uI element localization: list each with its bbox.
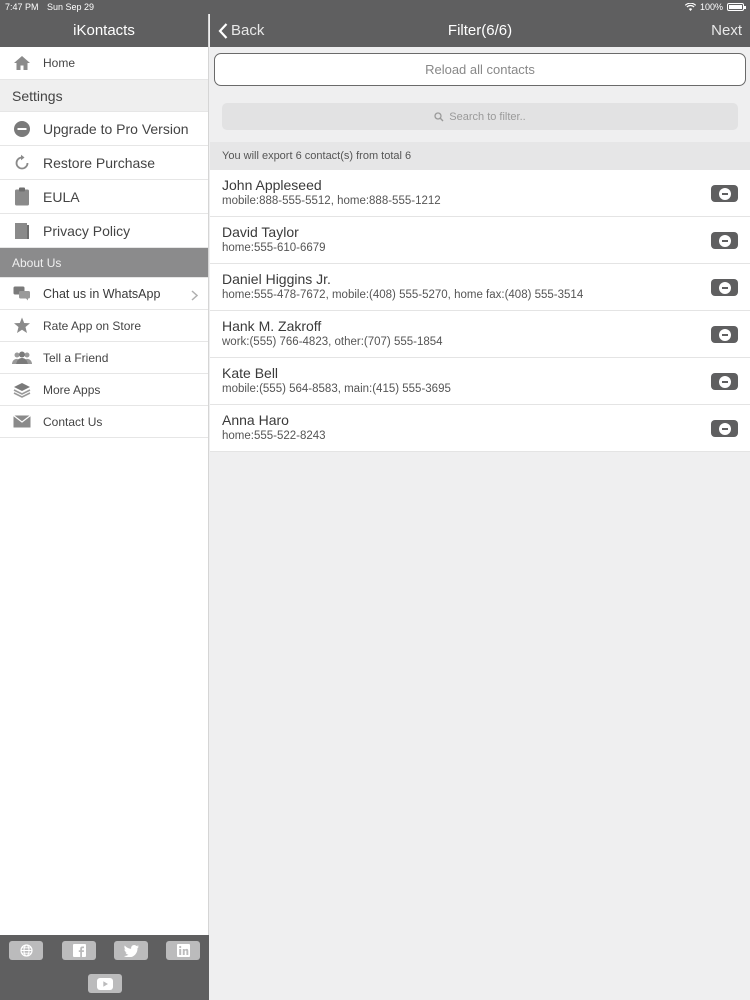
contact-row[interactable] bbox=[210, 217, 750, 264]
contact-row[interactable] bbox=[210, 358, 750, 405]
main-panel bbox=[210, 14, 750, 1000]
battery-icon bbox=[727, 3, 744, 11]
sidebar-item-restore[interactable] bbox=[0, 146, 208, 180]
sidebar-item-eula[interactable] bbox=[0, 180, 208, 214]
globe-icon[interactable] bbox=[9, 941, 43, 960]
contact-name: Daniel Higgins Jr. bbox=[222, 271, 331, 287]
sidebar-item-label: Restore Purchase bbox=[43, 154, 156, 171]
mail-icon bbox=[0, 415, 43, 428]
remove-contact-button[interactable] bbox=[711, 420, 738, 437]
remove-contact-button[interactable] bbox=[711, 373, 738, 390]
minus-circle-icon bbox=[719, 423, 731, 435]
sidebar-title: iKontacts bbox=[0, 14, 208, 47]
minus-circle-icon bbox=[719, 235, 731, 247]
nav-bar bbox=[210, 14, 750, 47]
minus-circle-icon bbox=[719, 376, 731, 388]
refresh-icon bbox=[0, 154, 43, 172]
sidebar-item-label: Home bbox=[43, 56, 76, 70]
linkedin-icon[interactable] bbox=[166, 941, 200, 960]
star-icon bbox=[0, 317, 43, 334]
sidebar-item-upgrade[interactable] bbox=[0, 112, 208, 146]
home-icon bbox=[0, 55, 43, 71]
contact-row[interactable] bbox=[210, 405, 750, 452]
sidebar-item-rate[interactable] bbox=[0, 310, 208, 342]
minus-circle-icon bbox=[719, 329, 731, 341]
contact-detail: mobile:(555) 564-8583, main:(415) 555-3695 bbox=[222, 383, 451, 395]
page-title: Filter(6/6) bbox=[447, 22, 513, 39]
export-count: 6 bbox=[295, 150, 302, 162]
sidebar-item-label: Tell a Friend bbox=[43, 350, 109, 365]
sidebar-item-home[interactable] bbox=[0, 47, 208, 80]
contact-detail: mobile:888-555-5512, home:888-555-1212 bbox=[222, 195, 441, 207]
sidebar-item-label: More Apps bbox=[43, 382, 101, 397]
remove-contact-button[interactable] bbox=[711, 185, 738, 202]
settings-section-header: Settings bbox=[0, 80, 208, 112]
search-placeholder: Search to filter.. bbox=[449, 110, 526, 123]
contact-detail: home:555-478-7672, mobile:(408) 555-5270, home fax:(408) 555-3514 bbox=[222, 289, 584, 301]
contact-detail: home:555-610-6679 bbox=[222, 242, 326, 254]
status-bar bbox=[0, 0, 750, 14]
contact-name: Anna Haro bbox=[222, 412, 289, 428]
battery-percent: 100% bbox=[699, 2, 723, 12]
sidebar-item-label: Chat us in WhatsApp bbox=[43, 286, 161, 301]
sidebar-item-whatsapp[interactable] bbox=[0, 278, 208, 310]
contact-list bbox=[210, 170, 750, 452]
reload-contacts-button[interactable]: Reload all contacts bbox=[214, 53, 746, 86]
next-button[interactable]: Next bbox=[711, 22, 742, 39]
contact-name: John Appleseed bbox=[222, 177, 322, 193]
wifi-icon bbox=[685, 3, 696, 11]
back-label: Back bbox=[231, 22, 265, 39]
contact-detail: home:555-522-8243 bbox=[222, 430, 326, 442]
sidebar-item-label: Privacy Policy bbox=[43, 222, 131, 239]
sidebar-item-label: Upgrade to Pro Version bbox=[43, 120, 189, 137]
book-icon bbox=[0, 222, 43, 240]
status-time: 7:47 PM bbox=[5, 2, 39, 12]
contact-row[interactable] bbox=[210, 170, 750, 217]
search-icon bbox=[434, 112, 444, 122]
about-section-header: About Us bbox=[0, 248, 208, 278]
sidebar-item-contact[interactable] bbox=[0, 406, 208, 438]
search-input[interactable] bbox=[222, 103, 738, 130]
contact-row[interactable] bbox=[210, 311, 750, 358]
minus-circle-icon bbox=[719, 282, 731, 294]
contact-name: Hank M. Zakroff bbox=[222, 318, 322, 334]
status-right bbox=[685, 0, 744, 14]
twitter-icon[interactable] bbox=[114, 941, 148, 960]
export-total: 6 bbox=[405, 150, 412, 162]
sidebar-item-label: EULA bbox=[43, 188, 80, 205]
sidebar-item-label: Contact Us bbox=[43, 414, 103, 429]
minus-circle-icon bbox=[0, 120, 43, 138]
contact-row[interactable] bbox=[210, 264, 750, 311]
contact-name: David Taylor bbox=[222, 224, 299, 240]
contact-detail: work:(555) 766-4823, other:(707) 555-1854 bbox=[222, 336, 443, 348]
export-summary bbox=[210, 142, 750, 170]
sidebar-item-label: Rate App on Store bbox=[43, 318, 142, 333]
clipboard-icon bbox=[0, 187, 43, 206]
minus-circle-icon bbox=[719, 188, 731, 200]
sidebar-item-tell-friend[interactable] bbox=[0, 342, 208, 374]
social-footer bbox=[0, 935, 209, 1000]
chevron-right-icon bbox=[191, 288, 198, 306]
export-middle: contact(s) from total bbox=[301, 150, 406, 162]
remove-contact-button[interactable] bbox=[711, 232, 738, 249]
sidebar-item-privacy[interactable] bbox=[0, 214, 208, 248]
people-icon bbox=[0, 351, 43, 365]
remove-contact-button[interactable] bbox=[711, 326, 738, 343]
facebook-icon[interactable] bbox=[62, 941, 96, 960]
sidebar bbox=[0, 14, 209, 1000]
youtube-icon[interactable] bbox=[88, 974, 122, 993]
layers-icon bbox=[0, 382, 43, 398]
contact-name: Kate Bell bbox=[222, 365, 279, 381]
remove-contact-button[interactable] bbox=[711, 279, 738, 296]
export-prefix: You will export bbox=[222, 150, 296, 162]
status-date: Sun Sep 29 bbox=[47, 2, 95, 12]
sidebar-item-more-apps[interactable] bbox=[0, 374, 208, 406]
chat-icon bbox=[0, 286, 43, 301]
